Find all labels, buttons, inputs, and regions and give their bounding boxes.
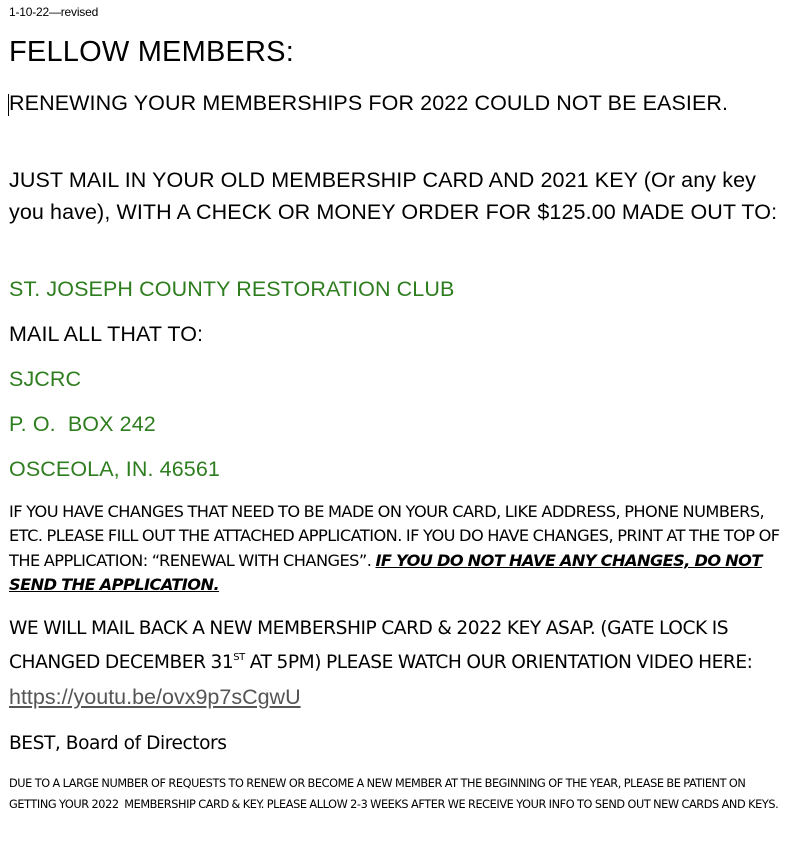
mail-back-paragraph <box>9 612 787 716</box>
revision-note: 1-10-22—revised <box>9 5 99 19</box>
no-changes-warning: IF YOU DO NOT HAVE ANY CHANGES, DO NOT SEND THE APPLICATION. <box>9 550 762 594</box>
date-superscript: ST <box>233 652 245 663</box>
address-line-3: OSCEOLA, IN. 46561 <box>9 457 220 481</box>
mail-back-text: WE WILL MAIL BACK A NEW MEMBERSHIP CARD & 2022 KEY ASAP. (GATE LOCK IS CHANGED DECEMBER 31 <box>9 618 729 673</box>
address-line-1: SJCRC <box>9 367 82 391</box>
changes-paragraph <box>9 500 787 597</box>
signoff: BEST, Board of Directors <box>9 733 227 754</box>
page-title: FELLOW MEMBERS: <box>9 36 294 68</box>
payee-name: ST. JOSEPH COUNTY RESTORATION CLUB <box>9 277 455 301</box>
footnote: DUE TO A LARGE NUMBER OF REQUESTS TO RENEW OR BECOME A NEW MEMBER AT THE BEGINNING OF THE YEAR, PLEASE BE PATIENT ON GETTING YOUR 2022 MEMBERSHIP CARD & KEY. PLEASE ALLOW 2-3 WEEKS AFTER WE RECEIVE YOUR INFO TO SEND OUT NEW CARDS AND KEYS. <box>9 777 779 811</box>
mail-to-label: MAIL ALL THAT TO: <box>9 322 204 346</box>
intro-paragraph: RENEWING YOUR MEMBERSHIPS FOR 2022 COULD NOT BE EASIER. <box>9 91 729 115</box>
address-line-2: P. O. BOX 242 <box>9 412 156 436</box>
changes-text: IF YOU HAVE CHANGES THAT NEED TO BE MADE ON YOUR CARD, LIKE ADDRESS, PHONE NUMBERS, ETC. PLEASE FILL OUT THE ATTACHED APPLICATION. IF YOU DO HAVE CHANGES, PRINT AT THE TOP OF THE APPLICATION: “RENEWAL WITH CHANGES”. <box>9 502 780 570</box>
orientation-video-link[interactable]: https://youtu.be/ovx9p7sCgwU <box>9 685 301 709</box>
mail-instructions-paragraph: JUST MAIL IN YOUR OLD MEMBERSHIP CARD AND 2021 KEY (Or any key you have), WITH A CHECK OR MONEY ORDER FOR $125.00 MADE OUT TO: <box>9 168 778 224</box>
mail-back-text-continued: AT 5PM) PLEASE WATCH OUR ORIENTATION VIDEO HERE: <box>244 652 753 673</box>
